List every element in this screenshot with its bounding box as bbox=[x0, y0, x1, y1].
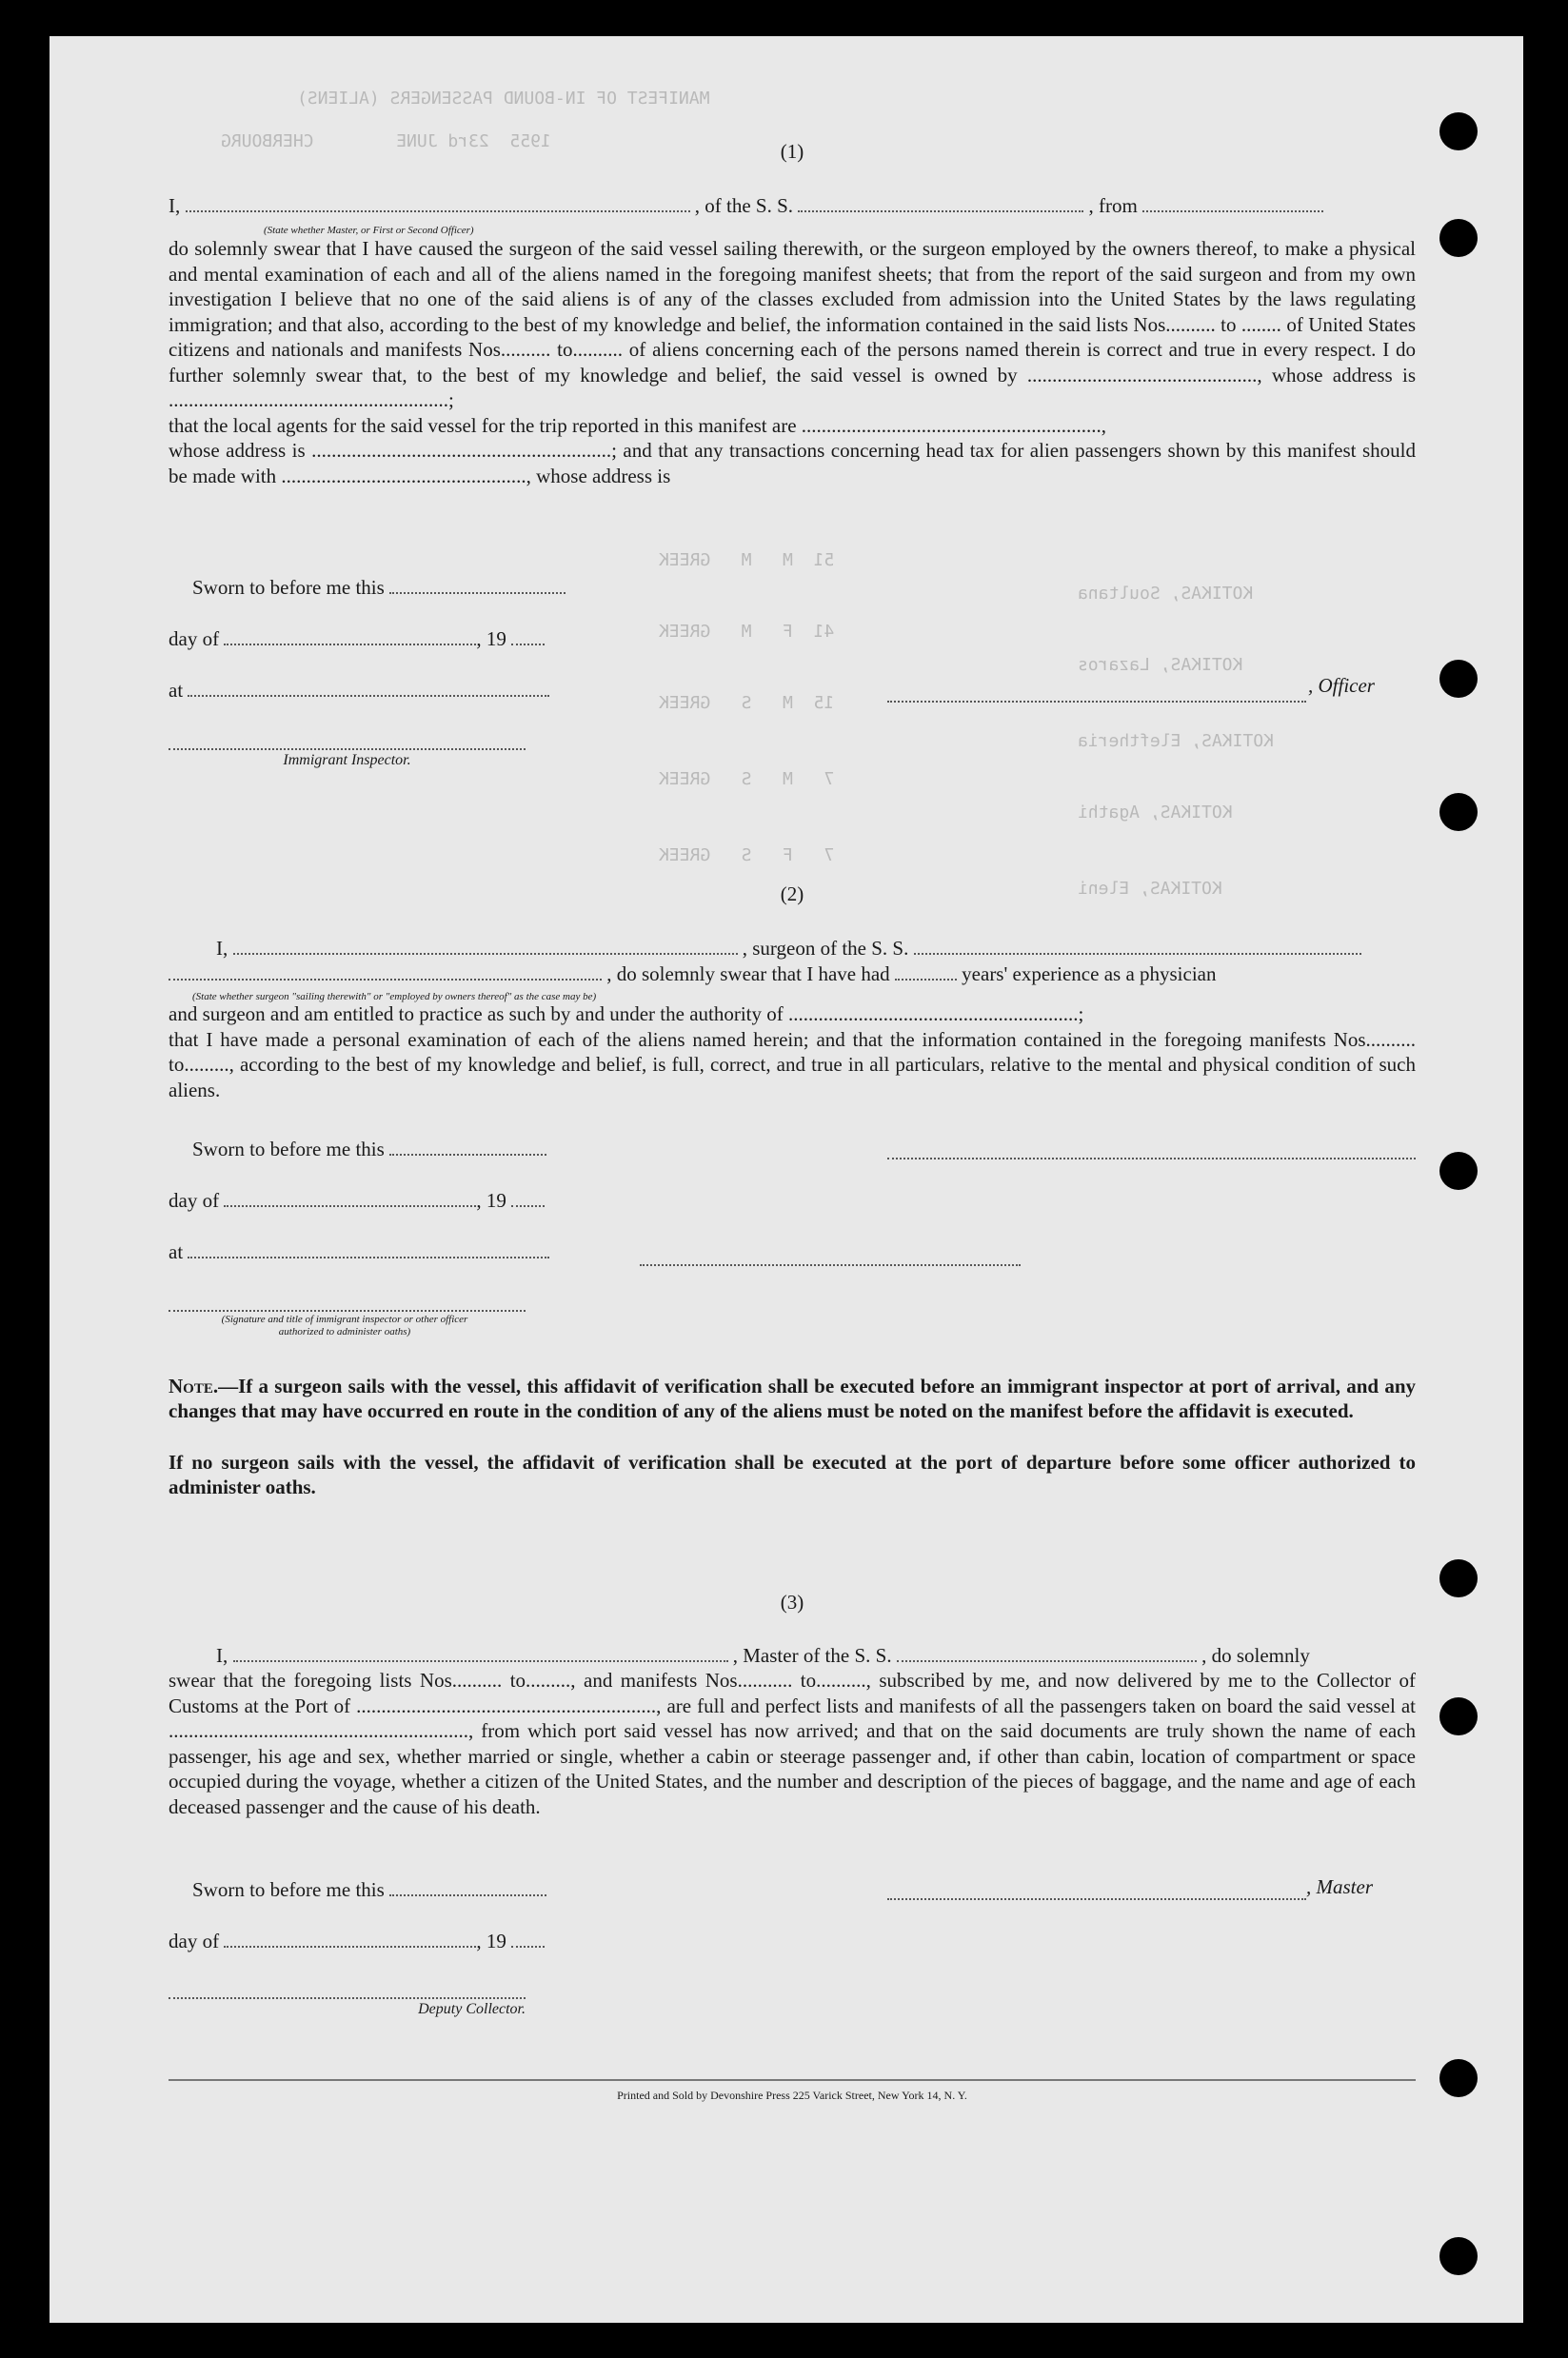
section-2-first-line bbox=[169, 936, 1416, 961]
day-of-label: day of bbox=[169, 1930, 220, 1952]
label-i: I, bbox=[216, 1644, 228, 1667]
inspector-signature-line[interactable] bbox=[169, 748, 526, 750]
master-name-field[interactable] bbox=[233, 1643, 728, 1662]
sworn-label: Sworn to before me this bbox=[192, 576, 385, 599]
collector-caption: Deputy Collector. bbox=[418, 2001, 526, 2017]
bleed-through-text: KOTIKAS, Agathi bbox=[1078, 803, 1233, 822]
footer-rule bbox=[169, 2079, 1416, 2081]
note-text-2: If no surgeon sails with the vessel, the affidavit of verification shall be executed at the port of departure before some officer authorized to administer oaths. bbox=[169, 1450, 1416, 1498]
day-of-label: day of bbox=[169, 627, 220, 650]
vessel-name-field[interactable] bbox=[798, 193, 1083, 212]
section-3-body: swear that the foregoing lists Nos.......... to........., and manifests Nos........... to.........., subscribed by me, and now delivered by me to the Collector of Customs at the Port of ............................................................, are full and perfect lists and manifests of all the passengers taken on board the said vessel at ............................................................, from which port said vessel has now arrived; and that on the said documents are truly shown the name of each passenger, his age and sex, whether married or single, whether a cabin or steerage passenger and, if other than cabin, location of compartment or space occupied during the voyage, whether a citizen of the United States, and the number and description of the pieces of baggage, and the name and age of each deceased passenger and the cause of his death. bbox=[169, 1669, 1416, 1818]
bleed-through-text: 7 M S GREEK bbox=[659, 769, 835, 789]
year-label: , 19 bbox=[476, 1930, 506, 1952]
label-of-the-ss: , of the S. S. bbox=[694, 194, 794, 217]
sworn-day-field[interactable] bbox=[389, 575, 566, 594]
sworn-label: Sworn to before me this bbox=[192, 1138, 385, 1160]
month-field[interactable] bbox=[224, 1188, 476, 1207]
surgeon-status-field[interactable] bbox=[169, 961, 602, 981]
sworn-day-field[interactable] bbox=[389, 1877, 546, 1896]
vessel-name-field[interactable] bbox=[897, 1643, 1197, 1662]
document-page bbox=[50, 36, 1523, 2323]
year-label: , 19 bbox=[476, 627, 506, 650]
punch-hole bbox=[1439, 660, 1478, 698]
bleed-through-text: KOTIKAS, Soultana bbox=[1078, 584, 1254, 604]
at-label: at bbox=[169, 679, 184, 702]
year-field[interactable] bbox=[511, 1188, 545, 1207]
day-of-label: day of bbox=[169, 1189, 220, 1212]
punch-hole bbox=[1439, 112, 1478, 150]
collector-signature-line[interactable] bbox=[169, 1997, 526, 1999]
punch-hole bbox=[1439, 1697, 1478, 1735]
officer-signature-line[interactable] bbox=[887, 701, 1306, 703]
year-label: , 19 bbox=[476, 1189, 506, 1212]
printer-imprint: Printed and Sold by Devonshire Press 225 Varick Street, New York 14, N. Y. bbox=[617, 2089, 967, 2102]
bleed-through-text: MANIFEST OF IN-BOUND PASSENGERS (ALIENS) bbox=[297, 89, 710, 109]
surgeon-vessel-field[interactable] bbox=[914, 936, 1361, 955]
punch-hole bbox=[1439, 1559, 1478, 1597]
master-signature-line[interactable] bbox=[887, 1898, 1306, 1900]
section-3-number: (3) bbox=[780, 1591, 804, 1614]
section-2-second-line bbox=[169, 961, 1416, 987]
section-2-at bbox=[169, 1239, 1416, 1265]
bleed-through-text: 7 F S GREEK bbox=[659, 845, 835, 865]
punch-hole bbox=[1439, 2237, 1478, 2275]
inspector-caption: Immigrant Inspector. bbox=[283, 752, 411, 768]
master-caption: (State whether Master, or First or Second Officer) bbox=[264, 225, 474, 236]
section-1-sworn bbox=[169, 575, 1416, 601]
label-i: I, bbox=[169, 194, 181, 217]
section-3-first-line bbox=[169, 1643, 1416, 1669]
note-text: —If a surgeon sails with the vessel, this affidavit of verification shall be executed before an immigrant inspector at port of arrival, and any changes that may have occurred en route in the condition of any of the aliens must be noted on the manifest before the affidavit is executed. bbox=[169, 1374, 1416, 1422]
label-from: , from bbox=[1088, 194, 1138, 217]
bleed-through-text: 15 M S GREEK bbox=[659, 693, 835, 713]
inspector-caption: (Signature and title of immigrant inspector or other officer authorized to administer oaths) bbox=[221, 1314, 468, 1338]
year-field[interactable] bbox=[511, 626, 545, 645]
master-name-field[interactable] bbox=[186, 193, 690, 212]
officer-label: , Officer bbox=[1308, 674, 1375, 697]
bleed-through-text: KOTIKAS, Eleni bbox=[1078, 879, 1222, 899]
year-field[interactable] bbox=[511, 1929, 545, 1948]
section-2-day bbox=[169, 1188, 1416, 1214]
surgeon-caption: (State whether surgeon "sailing therewith" or "employed by owners thereof" as the case may be) bbox=[192, 991, 597, 1002]
label-master-of-ss: , Master of the S. S. bbox=[732, 1644, 892, 1667]
section-2-number: (2) bbox=[780, 882, 804, 905]
label-years-experience: years' experience as a physician bbox=[962, 962, 1217, 985]
note-label: Note. bbox=[169, 1374, 219, 1397]
section-2-body: and surgeon and am entitled to practice as such by and under the authority of ..........................................................; that I have made a personal examination of each of the aliens named herein; and that the information contained in the foregoing manifests Nos.......... to........., according to the best of my knowledge and belief, is full, correct, and true in all particulars, relative to the mental and physical condition of such aliens. bbox=[169, 1002, 1416, 1101]
bleed-through-text: 41 F M GREEK bbox=[659, 622, 835, 642]
label-solemnly-swear: , do solemnly swear that I have had bbox=[606, 962, 890, 985]
bleed-through-text: 51 M M GREEK bbox=[659, 550, 835, 570]
place-field[interactable] bbox=[188, 1239, 549, 1258]
month-field[interactable] bbox=[224, 1929, 476, 1948]
surgeon-signature-line[interactable] bbox=[887, 1158, 1416, 1159]
master-label: , Master bbox=[1306, 1875, 1373, 1898]
section-1-number: (1) bbox=[780, 140, 804, 163]
punch-hole bbox=[1439, 1152, 1478, 1190]
bleed-through-text: KOTIKAS, Eleftheria bbox=[1078, 731, 1274, 751]
sworn-label: Sworn to before me this bbox=[192, 1878, 385, 1901]
section-1-day bbox=[169, 626, 1416, 652]
section-1-at bbox=[169, 678, 1416, 703]
section-1-body: do solemnly swear that I have caused the surgeon of the said vessel sailing therewith, or the surgeon employed by the owners thereof, to make a physical and mental examination of each and all of the aliens named in the foregoing manifest sheets; that from the report of the said surgeon and from my own investigation I believe that no one of the said aliens is of any of the classes excluded from admission into the United States by the laws regulating immigration; and that also, according to the best of my knowledge and belief, the information contained in the said lists Nos.......... to ........ of United States citizens and nationals and manifests Nos.......... to.......... of aliens concerning each of the persons named therein is correct and true in every respect. I do further solemnly swear that, to the best of my knowledge and belief, the said vessel is owned by .............................................., whose address is ........................................................; that the local agents for the said vessel for the trip reported in this manifest are ............................................................, whose address is ............................................................; and that any transactions concerning head tax for alien passengers shown by this manifest should be made with ................................................., whose address is bbox=[169, 237, 1416, 487]
month-field[interactable] bbox=[224, 626, 476, 645]
label-do-solemnly: , do solemnly bbox=[1201, 1644, 1310, 1667]
surgeon-name-field[interactable] bbox=[233, 936, 738, 955]
note-paragraph bbox=[169, 1348, 1416, 1424]
label-surgeon-of-ss: , surgeon of the S. S. bbox=[742, 937, 909, 960]
section-3-day bbox=[169, 1929, 1416, 1954]
place-field[interactable] bbox=[188, 678, 549, 697]
inspector-signature-line[interactable] bbox=[169, 1310, 526, 1312]
note-paragraph-2 bbox=[169, 1424, 1416, 1500]
punch-hole bbox=[1439, 219, 1478, 257]
sworn-day-field[interactable] bbox=[389, 1137, 546, 1156]
surgeon-title-line[interactable] bbox=[640, 1264, 1021, 1266]
departure-port-field[interactable] bbox=[1142, 193, 1323, 212]
at-label: at bbox=[169, 1240, 184, 1263]
bleed-through-text: 1955 23rd JUNE CHERBOURG bbox=[221, 131, 551, 151]
label-i: I, bbox=[216, 937, 228, 960]
bleed-through-text: KOTIKAS, Lazaros bbox=[1078, 655, 1243, 675]
punch-hole bbox=[1439, 2059, 1478, 2097]
years-field[interactable] bbox=[895, 961, 957, 981]
punch-hole bbox=[1439, 793, 1478, 831]
